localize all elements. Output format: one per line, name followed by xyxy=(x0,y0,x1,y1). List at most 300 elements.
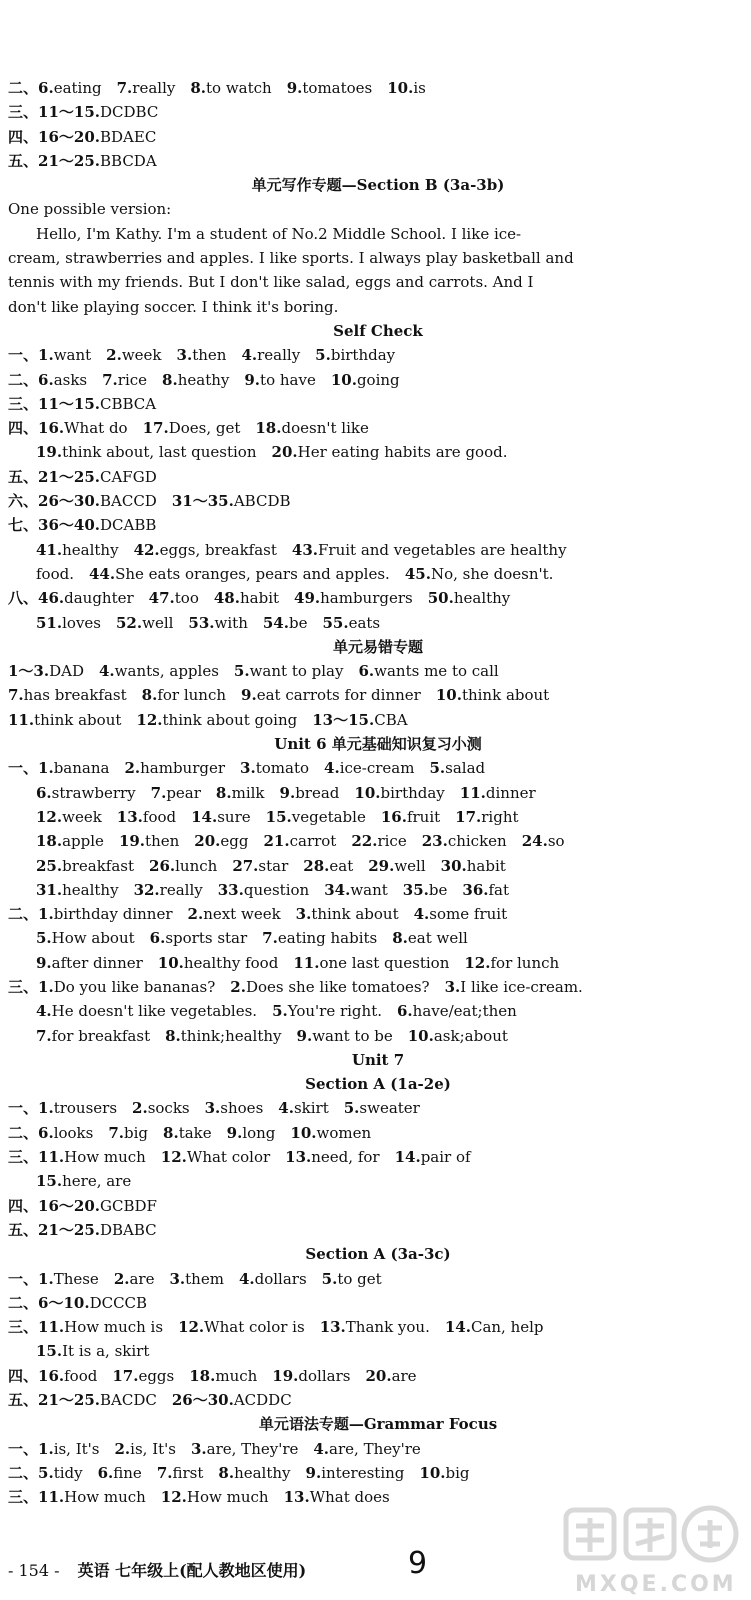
answer-item xyxy=(8,371,38,389)
question-number: 6. xyxy=(38,370,54,389)
question-number: 5. xyxy=(38,1463,54,1482)
question-number: 5. xyxy=(315,346,331,365)
question-number: 16. xyxy=(380,807,407,826)
question-number: 1. xyxy=(38,1269,54,1288)
answer-text: BACDC xyxy=(100,1391,157,1410)
answer-text: has breakfast xyxy=(23,686,127,705)
section-heading: 单元易错专题 xyxy=(332,637,423,656)
answer-text: eggs, breakfast xyxy=(159,540,277,559)
answer-item xyxy=(177,346,227,364)
answer-text: healthy food xyxy=(183,953,279,972)
answer-text: eat xyxy=(329,856,354,875)
answer-item xyxy=(8,492,38,510)
answer-text: hamburgers xyxy=(320,589,413,608)
question-number: 2. xyxy=(113,1269,130,1288)
answer-text: think about, last question xyxy=(62,443,257,462)
answer-text: DBABC xyxy=(100,1220,157,1239)
question-number: 二、 xyxy=(8,905,39,924)
answer-item xyxy=(108,1124,148,1142)
question-number: 12. xyxy=(178,1318,205,1337)
answer-item xyxy=(38,152,157,170)
question-number: 26～30. xyxy=(171,1391,234,1410)
question-number: 46. xyxy=(38,589,65,608)
answer-text: DCDBC xyxy=(100,103,159,122)
question-number: 6. xyxy=(38,79,54,97)
answer-item xyxy=(36,614,101,632)
question-number: 10. xyxy=(354,783,381,802)
essay-line: don't like playing soccer. I think it's boring. xyxy=(8,297,339,316)
question-number: 24. xyxy=(521,832,548,851)
section-heading: Section A (3a-3c) xyxy=(305,1245,451,1264)
question-number: 9. xyxy=(286,79,303,97)
answer-line xyxy=(8,878,748,902)
question-number: 26～30. xyxy=(38,492,100,511)
answer-item xyxy=(36,443,257,461)
question-number: 3. xyxy=(190,1439,207,1458)
answer-text: next week xyxy=(203,905,281,924)
answer-line xyxy=(8,999,748,1023)
answer-line xyxy=(8,76,748,100)
question-number: 42. xyxy=(133,540,160,559)
answer-text: BBCDA xyxy=(100,151,157,170)
question-number: 10. xyxy=(387,79,414,97)
answer-item xyxy=(8,1464,38,1482)
question-number: 18. xyxy=(36,832,63,851)
answer-item xyxy=(240,759,309,777)
question-number: 19. xyxy=(272,1366,299,1385)
answer-text: week xyxy=(121,346,162,365)
answer-text: are, They're xyxy=(206,1439,299,1458)
question-number: 11. xyxy=(38,1318,65,1337)
answer-line xyxy=(8,562,748,586)
question-number: 4. xyxy=(324,759,340,778)
answer-text: CAFGD xyxy=(100,467,157,486)
answer-text: big xyxy=(124,1123,149,1142)
question-number: 21～25. xyxy=(38,467,100,486)
answer-item xyxy=(89,565,390,583)
answer-item xyxy=(8,468,38,486)
question-number: 五、 xyxy=(8,1220,39,1239)
answer-item xyxy=(230,978,429,996)
answer-text: food xyxy=(64,1366,98,1385)
question-number: 16. xyxy=(38,1366,65,1385)
answer-line xyxy=(8,1267,748,1291)
answer-text: How much xyxy=(64,1148,146,1167)
answer-item xyxy=(190,79,271,97)
question-number: 2. xyxy=(230,977,246,996)
answer-text: interesting xyxy=(321,1463,405,1482)
answer-item xyxy=(8,686,127,704)
question-number: 1. xyxy=(38,759,54,778)
answer-item xyxy=(272,1002,382,1020)
question-number: 5. xyxy=(343,1099,360,1118)
answer-text: right xyxy=(481,807,519,826)
answer-text: then xyxy=(145,832,180,851)
question-number: 4. xyxy=(278,1099,294,1118)
question-number: 15. xyxy=(36,1342,63,1361)
answer-text: eat carrots for dinner xyxy=(256,686,421,705)
question-number: 13～15. xyxy=(312,710,375,729)
answer-line xyxy=(8,708,748,732)
answer-line xyxy=(8,1364,748,1388)
question-number: 7. xyxy=(150,783,167,802)
answer-item xyxy=(315,346,395,364)
answer-line xyxy=(8,1121,748,1145)
answer-item xyxy=(408,1027,508,1045)
question-number: 10. xyxy=(157,953,184,972)
answer-text: week xyxy=(62,807,102,826)
question-number: 14. xyxy=(394,1148,421,1167)
answer-item xyxy=(8,1270,38,1288)
answer-text: pear xyxy=(166,783,201,802)
question-number: 10. xyxy=(290,1123,317,1142)
answer-item xyxy=(36,881,119,899)
answer-item xyxy=(8,395,38,413)
answer-item xyxy=(194,832,248,850)
answer-item xyxy=(232,857,288,875)
answer-item xyxy=(358,662,498,680)
watermark-text: MXQE.COM xyxy=(575,1572,737,1597)
question-number: 7. xyxy=(108,1123,125,1142)
answer-text: some fruit xyxy=(429,905,508,924)
answer-text: much xyxy=(215,1366,258,1385)
answer-text: want to be xyxy=(312,1026,393,1045)
answer-text: Fruit and vegetables are healthy xyxy=(318,540,567,559)
question-number: 44. xyxy=(88,564,116,583)
answer-text: well xyxy=(142,613,174,632)
question-number: 四、 xyxy=(8,1196,39,1215)
answer-item xyxy=(165,1027,281,1045)
answer-item xyxy=(403,881,448,899)
answer-line xyxy=(8,1145,748,1169)
question-number: 9. xyxy=(305,1463,322,1482)
question-number: 22. xyxy=(351,832,378,851)
answer-item xyxy=(38,1440,99,1458)
question-number: 八、 xyxy=(8,589,39,608)
question-number: 9. xyxy=(226,1123,243,1142)
essay-line: Hello, I'm Kathy. I'm a student of No.2 Middle School. I like ice- xyxy=(36,224,522,243)
question-number: 9. xyxy=(241,686,257,705)
question-number: 2. xyxy=(187,905,204,924)
answer-line xyxy=(8,1437,748,1461)
answer-item xyxy=(98,1464,142,1482)
answer-item xyxy=(38,1464,83,1482)
question-number: 21～25. xyxy=(38,1220,100,1239)
question-number: 3. xyxy=(169,1269,186,1288)
answer-text: You're right. xyxy=(287,1002,382,1021)
question-number: 9. xyxy=(296,1026,313,1045)
answer-item xyxy=(188,905,281,923)
answer-text: doesn't like xyxy=(281,419,369,438)
answer-item xyxy=(8,346,38,364)
answer-item xyxy=(320,1318,430,1336)
question-number: 12. xyxy=(136,710,163,729)
question-number: 20. xyxy=(365,1366,392,1385)
answer-item xyxy=(8,516,38,534)
answer-text: going xyxy=(356,370,400,389)
answer-text: sure xyxy=(217,807,251,826)
answer-item xyxy=(151,784,201,802)
question-number: 9. xyxy=(244,370,261,389)
answer-item xyxy=(8,1440,38,1458)
answer-line xyxy=(8,513,748,537)
answer-item xyxy=(8,1318,38,1336)
answer-item xyxy=(460,784,536,802)
answer-text: to get xyxy=(337,1269,382,1288)
answer-text: have/eat;then xyxy=(412,1002,517,1021)
answer-text: to watch xyxy=(206,79,272,97)
answer-line xyxy=(8,975,748,999)
section-heading: Unit 7 xyxy=(351,1050,405,1069)
answer-text: salad xyxy=(445,759,486,778)
answer-item xyxy=(429,759,485,777)
answer-item xyxy=(38,468,157,486)
answer-text: BDAEC xyxy=(100,127,157,146)
question-number: 11. xyxy=(459,783,486,802)
answer-text: DCCCB xyxy=(89,1293,148,1312)
answer-item xyxy=(38,1124,93,1142)
question-number: 13. xyxy=(319,1318,346,1337)
question-number: 三、 xyxy=(8,1318,39,1337)
question-number: 6. xyxy=(97,1463,114,1482)
answer-line xyxy=(8,805,748,829)
answer-item xyxy=(36,1172,131,1190)
question-number: 49. xyxy=(294,589,321,608)
answer-item xyxy=(8,103,38,121)
question-number: 1. xyxy=(38,1099,54,1118)
answer-item xyxy=(36,1342,149,1360)
answer-item xyxy=(244,371,315,389)
question-number: 5. xyxy=(321,1269,338,1288)
question-number: 11. xyxy=(8,710,35,729)
question-number: 17. xyxy=(455,807,482,826)
question-number: 47. xyxy=(148,589,175,608)
answer-item xyxy=(414,905,507,923)
answer-text: hamburger xyxy=(140,759,226,778)
question-number: 3. xyxy=(444,977,461,996)
question-number: 6. xyxy=(38,1123,54,1142)
question-number: 三、 xyxy=(8,394,39,413)
answer-item xyxy=(294,589,413,607)
answer-text: want xyxy=(53,346,92,365)
question-number: 29. xyxy=(368,856,395,875)
answer-item xyxy=(161,1488,269,1506)
question-number: 7. xyxy=(8,686,24,705)
answer-text: to have xyxy=(260,370,316,389)
question-number: 12. xyxy=(160,1488,187,1507)
question-number: 四、 xyxy=(8,419,39,438)
answer-item xyxy=(112,1367,174,1385)
answer-item xyxy=(157,1464,204,1482)
question-number: 12. xyxy=(464,953,491,972)
answer-item xyxy=(241,686,421,704)
answer-item xyxy=(38,905,173,923)
answer-text: tomatoes xyxy=(302,79,373,97)
answer-item xyxy=(272,443,508,461)
answer-line xyxy=(8,902,748,926)
answer-item xyxy=(178,1318,305,1336)
answer-text: healthy xyxy=(62,540,119,559)
question-number: 二、 xyxy=(8,1463,39,1482)
answer-text: Thank you. xyxy=(345,1318,430,1337)
answer-item xyxy=(36,832,104,850)
question-number: 9. xyxy=(279,783,296,802)
answer-text: women xyxy=(316,1123,372,1142)
answer-text: I like ice-cream. xyxy=(460,977,583,996)
answer-item xyxy=(8,589,38,607)
question-number: 6～10. xyxy=(38,1293,90,1312)
question-number: 六、 xyxy=(8,492,39,511)
question-number: 16～20. xyxy=(38,1196,100,1215)
question-number: 8. xyxy=(165,1026,181,1045)
answer-text: chicken xyxy=(447,832,507,851)
answer-item xyxy=(280,784,340,802)
answer-text: are, They're xyxy=(329,1439,421,1458)
question-number: 七、 xyxy=(8,516,39,535)
answer-text: think about xyxy=(34,710,122,729)
answer-item xyxy=(266,808,366,826)
question-number: 18. xyxy=(255,419,282,438)
answer-text: How much xyxy=(64,1488,146,1507)
answer-text: asks xyxy=(53,370,88,389)
question-number: 一、 xyxy=(8,759,39,778)
answer-text: wants, apples xyxy=(114,662,219,681)
answer-text: ACDDC xyxy=(233,1391,292,1410)
answer-text: heathy xyxy=(177,370,230,389)
answer-line xyxy=(8,781,748,805)
answer-item xyxy=(99,662,219,680)
question-number: 19. xyxy=(36,443,63,462)
answer-item xyxy=(106,346,161,364)
question-number: 4. xyxy=(413,905,430,924)
section-heading: Unit 6 单元基础知识复习小测 xyxy=(274,735,482,754)
answer-item xyxy=(218,881,309,899)
answer-text: birthday xyxy=(380,783,445,802)
answer-item xyxy=(38,1367,97,1385)
answer-item xyxy=(38,516,156,534)
question-number: 1. xyxy=(38,905,54,924)
answer-item xyxy=(142,686,226,704)
answer-line xyxy=(8,125,748,149)
answer-text: is, It's xyxy=(130,1439,176,1458)
question-number: 53. xyxy=(188,613,215,632)
answer-text: skirt xyxy=(293,1099,329,1118)
answer-line xyxy=(8,416,748,440)
section-heading: 单元语法专题—Grammar Focus xyxy=(258,1415,498,1434)
page-number: - 154 - xyxy=(8,1561,60,1580)
question-number: 1. xyxy=(38,1439,54,1458)
question-number: 36. xyxy=(462,880,489,899)
answer-text: habit xyxy=(239,589,280,608)
question-number: 7. xyxy=(36,1026,52,1045)
question-number: 15. xyxy=(265,807,292,826)
answer-item xyxy=(8,152,38,170)
answer-item xyxy=(115,1440,176,1458)
answer-text: ABCDB xyxy=(233,492,291,511)
answer-item xyxy=(455,808,518,826)
answer-item xyxy=(38,1294,147,1312)
question-number: 一、 xyxy=(8,1269,39,1288)
question-number: 7. xyxy=(156,1463,173,1482)
answer-item xyxy=(38,492,157,510)
question-number: 33. xyxy=(217,880,244,899)
question-number: 11. xyxy=(293,953,320,972)
answer-line xyxy=(8,149,748,173)
answer-item xyxy=(293,954,449,972)
question-number: 五、 xyxy=(8,1391,39,1410)
question-number: 二、 xyxy=(8,370,39,389)
answer-item xyxy=(158,954,279,972)
answer-item xyxy=(287,79,373,97)
answer-text: fine xyxy=(113,1463,142,1482)
question-number: 9. xyxy=(36,953,52,972)
answer-item xyxy=(331,371,400,389)
question-number: 3. xyxy=(204,1099,221,1118)
answer-item xyxy=(8,419,38,437)
essay-line: cream, strawberries and apples. I like sports. I always play basketball and xyxy=(8,249,574,268)
question-number: 15. xyxy=(36,1172,63,1191)
answer-item xyxy=(263,832,336,850)
answer-text: Do you like bananas? xyxy=(53,977,216,996)
question-number: 2. xyxy=(114,1439,131,1458)
answer-text: fruit xyxy=(406,807,441,826)
answer-item xyxy=(296,905,399,923)
question-number: 8. xyxy=(392,929,408,948)
answer-item xyxy=(114,1270,155,1288)
answer-line xyxy=(8,489,748,513)
question-number: 13. xyxy=(283,1488,310,1507)
answer-text: Can, help xyxy=(470,1318,544,1337)
answer-item xyxy=(324,881,388,899)
question-number: 52. xyxy=(116,613,143,632)
question-number: 36～40. xyxy=(38,516,100,535)
answer-text: eats xyxy=(348,613,381,632)
answer-text: dinner xyxy=(485,783,536,802)
answer-line xyxy=(8,1169,748,1193)
answer-item xyxy=(134,541,277,559)
answer-line xyxy=(8,683,748,707)
answer-item xyxy=(354,784,444,802)
question-number: 16～20. xyxy=(38,127,100,146)
answer-item xyxy=(117,808,176,826)
question-number: 14. xyxy=(191,807,218,826)
answer-item xyxy=(38,128,156,146)
answer-text: question xyxy=(243,880,310,899)
answer-text: are xyxy=(391,1366,417,1385)
question-number: 23. xyxy=(421,832,448,851)
answer-text: for lunch xyxy=(157,686,227,705)
question-number: 一、 xyxy=(8,1099,39,1118)
answer-text: first xyxy=(172,1463,204,1482)
question-number: 31. xyxy=(36,880,63,899)
answer-item xyxy=(38,1148,146,1166)
question-number: 25. xyxy=(36,856,63,875)
answer-item xyxy=(445,978,583,996)
answer-item xyxy=(285,1148,379,1166)
question-number: 21. xyxy=(263,832,290,851)
answer-line xyxy=(8,1291,748,1315)
question-number: 13. xyxy=(116,807,143,826)
question-number: 4. xyxy=(238,1269,255,1288)
answer-text: banana xyxy=(53,759,110,778)
answer-item xyxy=(38,1488,146,1506)
question-number: 二、 xyxy=(8,79,39,97)
question-number: 55. xyxy=(322,613,349,632)
answer-text: think about xyxy=(311,905,399,924)
question-number: 54. xyxy=(262,613,289,632)
answer-item xyxy=(381,808,440,826)
answer-item xyxy=(38,419,128,437)
